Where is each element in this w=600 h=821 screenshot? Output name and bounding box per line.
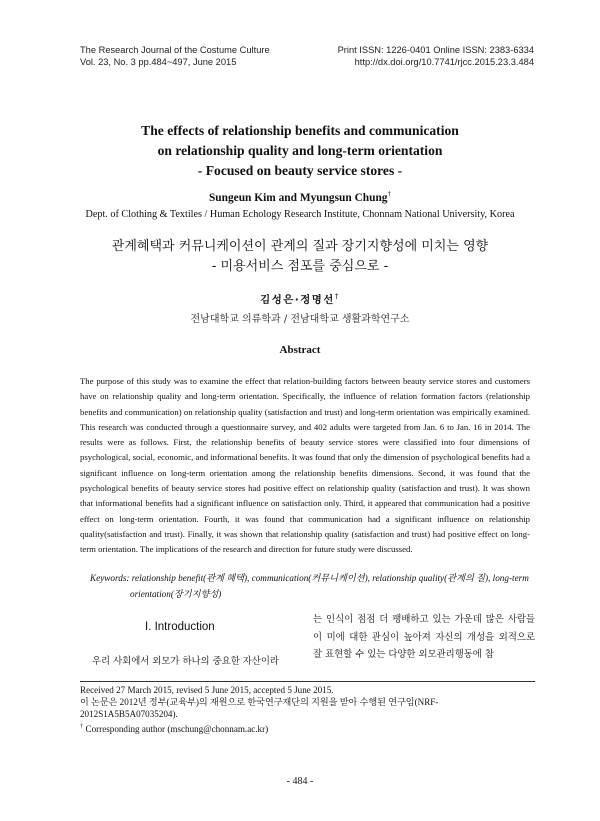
korean-author-line [60,291,540,306]
issn-info: Print ISSN: 1226-0401 Online ISSN: 2383-6334 [337,45,534,55]
author-line [60,190,540,204]
funding-note: 이 논문은 2012년 정부(교육부)의 재원으로 한국연구재단의 지원을 받아 수행된 연구임(NRF-2012S1A5B5A07035204). [80,697,439,720]
introduction-right-column: 는 인식이 점점 더 팽배하고 있는 가운데 많은 사람들이 미에 대한 관심이 높아져 자신의 개성을 외적으로 잘 표현할 수 있는 다양한 외모관리행동에 참 [313,614,535,660]
introduction-left-column: 우리 사회에서 외모가 하나의 중요한 자산이라 [92,656,279,667]
abstract-body: The purpose of this study was to examine the effect that relation-building factors between beauty service stores and customers have on relationship quality and long-term orientation. Specifically, the influence of relation formation factors (relationship benefits and communication) on relationship quality (satisfaction and trust) and long-term orientation was empirically examined. This research was conducted through a questionnaire survey, and 402 adults were targeted from Jan. 6 to Jan. 16 in 2014. The results were as follows. First, the relationship benefits of beauty service stores were classified into four dimensions of psychological, social, economic, and informational benefits. It was found that only the dimension of psychological benefits had a significant influence on long-term orientation among the relationship benefits dimensions. Second, it was found that the psychological benefits of beauty service stores had positive effect on relationship quality (satisfaction and trust). It was shown that informational benefits had a significant influence on satisfaction only. Third, it appeared that communication had a positive effect on long-term orientation. Fourth, it was found that communication had a significant influence on relationship quality(satisfaction and trust). Finally, it was shown that relationship quality (satisfaction and trust) had positive effect on long-term orientation. The implications of the research and direction for future study were discussed. [80,376,530,555]
title-line-2: on relationship quality and long-term orientation [157,143,443,158]
running-header-right [338,44,534,68]
korean-affiliation: 전남대학교 의류학과 / 전남대학교 생활과학연구소 [190,314,410,325]
received-dates: Received 27 March 2015, revised 5 June 2015, accepted 5 June 2015. [80,685,334,695]
title-line-3: - Focused on beauty service stores - [197,163,403,178]
corresponding-footnote-mark: † [80,722,84,730]
keywords: Keywords: relationship benefit(관계 혜택), communication(커뮤니케이션), relationship quality(관계의 질), long-term orientation(장기지향성) [90,573,529,599]
corresponding-author-email: Corresponding author (mschung@chonnam.ac.kr) [85,723,269,734]
korean-author-names: 김성은·정명선 [260,294,335,306]
korean-title-line-2: - 미용서비스 점포를 중심으로 - [211,259,389,274]
volume-info: Vol. 23, No. 3 pp.484~497, June 2015 [80,57,237,67]
abstract-heading: Abstract [279,344,321,356]
journal-name: The Research Journal of the Costume Culture [80,45,270,55]
running-header-left [80,44,270,68]
page-number: - 484 - [286,776,314,787]
doi-link[interactable]: http://dx.doi.org/10.7741/rjcc.2015.23.3.484 [354,57,534,67]
author-affiliation: Dept. of Clothing & Textiles / Human Echology Research Institute, Chonnam National University, Korea [85,209,515,220]
paper-title [60,121,540,181]
footnotes [80,684,535,735]
corresponding-author [80,721,535,735]
korean-corresponding-mark: † [334,292,340,301]
footnote-divider [80,681,535,682]
korean-title-line-1: 관계혜택과 커뮤니케이션이 관계의 질과 장기지향성에 미치는 영향 [111,239,489,254]
author-names: Sungeun Kim and Myungsun Chung [208,191,388,204]
corresponding-mark: † [387,190,392,198]
korean-title [60,237,540,277]
title-line-1: The effects of relationship benefits and communication [141,123,459,138]
introduction-heading: I. Introduction [145,621,215,633]
